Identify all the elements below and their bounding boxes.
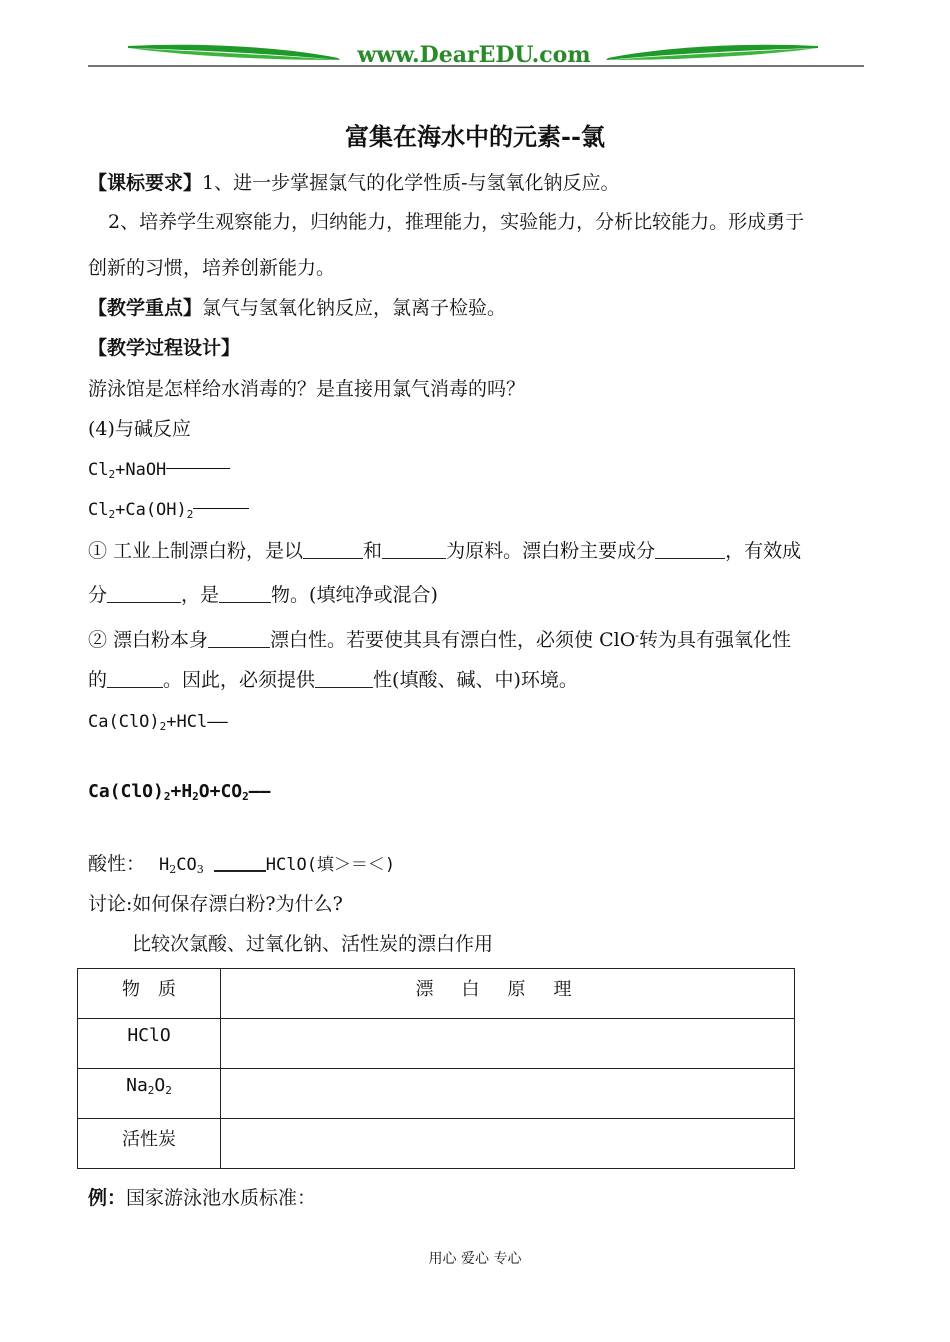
example-text: 国家游泳池水质标准： — [126, 1187, 317, 1209]
p2e-text-b: 。因此，必须提供 — [163, 669, 316, 691]
p2e-text-c: 性(填酸、碱、中)环境。 — [373, 669, 578, 691]
p1-text-b: 和 — [363, 540, 383, 562]
header-logo — [88, 38, 864, 70]
eq4-subscript-2: 2 — [192, 790, 199, 803]
fill-blank[interactable] — [219, 584, 271, 603]
table-header-row — [78, 969, 795, 1019]
table-cell-principle[interactable] — [221, 1019, 795, 1069]
fill-blank[interactable] — [208, 629, 270, 648]
eq4-part-c: O+CO — [198, 781, 243, 802]
bleach-paragraph-1-cont — [88, 583, 438, 607]
p2-superscript: - — [635, 629, 639, 642]
equation-caclo2-hcl — [88, 710, 228, 739]
p1-text-a: ① 工业上制漂白粉，是以 — [88, 540, 304, 562]
focus-text: 氯气与氢氧化钠反应，氯离子检验。 — [202, 297, 507, 319]
equation-caclo2-h2o-co2 — [88, 780, 270, 809]
bleach-paragraph-1 — [88, 539, 801, 563]
acid-subscript: 2 — [169, 863, 177, 876]
eq4-part-b: +H — [170, 781, 193, 802]
page-title: 富集在海水中的元素--氯 — [345, 122, 605, 151]
p2e-text-a: 的 — [88, 669, 108, 691]
eq4-part-d: —— — [248, 781, 271, 802]
standard-label: 【课标要求】 — [88, 172, 203, 194]
fill-blank[interactable] — [107, 584, 181, 603]
p1e-text-c: 物。(填纯净或混合) — [271, 584, 438, 606]
fill-blank[interactable] — [214, 852, 266, 872]
standard-item-2a: 2、培养学生观察能力，归纳能力，推理能力，实验能力，分析比较能力。形成勇于 — [108, 211, 805, 233]
fill-blank[interactable] — [655, 540, 725, 559]
discussion-question: 讨论:如何保存漂白粉?为什么? — [88, 893, 343, 915]
standard-item-1: 1、进一步掌握氯气的化学性质-与氢氧化钠反应。 — [202, 172, 620, 194]
process-label: 【教学过程设计】 — [88, 337, 241, 359]
eq1-part-a: Cl — [88, 460, 109, 480]
eq2-blank-line — [193, 508, 249, 509]
eq4-part-a: Ca(ClO) — [88, 781, 164, 802]
eq3-subscript: 2 — [159, 720, 167, 733]
p2-text-a: ② 漂白粉本身 — [88, 629, 209, 651]
eq2-part-b: +Ca(OH) — [115, 500, 187, 520]
focus-label: 【教学重点】 — [88, 297, 203, 319]
logo-text: www.DearEDU.com — [357, 42, 591, 68]
equation-cl2-caoh2 — [88, 498, 249, 527]
eq3-part-a: Ca(ClO) — [88, 712, 160, 732]
na2o2-part-b: O — [154, 1075, 166, 1096]
eq1-part-b: +NaOH — [115, 460, 167, 480]
eq2-subscript-2: 2 — [186, 508, 194, 521]
standard-line-1 — [88, 171, 620, 195]
p1-text-c: 为原料。漂白粉主要成分 — [446, 540, 656, 562]
acid-part-d: HClO(填＞＝＜) — [265, 855, 396, 875]
table-row — [78, 1069, 795, 1119]
page-footer: 用心 爱心 专心 — [428, 1251, 522, 1267]
example-line — [88, 1186, 316, 1210]
example-label: 例： — [88, 1187, 127, 1209]
table-row — [78, 1119, 795, 1169]
table-row — [78, 1019, 795, 1069]
bleach-paragraph-2-cont — [88, 668, 578, 692]
table-cell-principle[interactable] — [221, 1069, 795, 1119]
p1e-text-a: 分 — [88, 584, 108, 606]
focus-line — [88, 296, 506, 320]
eq1-blank-line — [166, 468, 230, 469]
eq2-part-a: Cl — [88, 500, 109, 520]
p1e-text-b: ，是 — [181, 584, 220, 606]
eq1-subscript: 2 — [108, 468, 116, 481]
acid-label: 酸性： — [88, 853, 146, 875]
eq4-subscript-3: 2 — [242, 790, 249, 803]
fill-blank[interactable] — [107, 669, 163, 688]
na2o2-subscript: 2 — [147, 1084, 155, 1097]
p2-text-b: 漂白性。若要使其具有漂白性，必须使 ClO — [270, 629, 636, 651]
table-cell-substance — [78, 1069, 221, 1119]
eq4-subscript: 2 — [163, 790, 171, 803]
acid-part-b: H — [159, 855, 170, 875]
bleach-paragraph-2 — [88, 624, 791, 652]
p2-text-c: 转为具有强氧化性 — [639, 629, 792, 651]
table-cell-principle[interactable] — [221, 1119, 795, 1169]
table-header-principle: 漂白原理 — [221, 969, 795, 1019]
question-text: 游泳馆是怎样给水消毒的？是直接用氯气消毒的吗？ — [88, 378, 526, 400]
na2o2-subscript-2: 2 — [165, 1084, 172, 1097]
fill-blank[interactable] — [382, 540, 446, 559]
item-4-heading: (4)与碱反应 — [88, 418, 191, 440]
standard-item-2b: 创新的习惯，培养创新能力。 — [88, 257, 336, 279]
equation-cl2-naoh — [88, 458, 230, 487]
table-cell-substance: HClO — [78, 1019, 221, 1069]
comparison-heading: 比较次氯酸、过氧化钠、活性炭的漂白作用 — [132, 933, 494, 955]
table-header-substance: 物 质 — [78, 969, 221, 1019]
acidity-comparison — [88, 852, 395, 882]
fill-blank[interactable] — [303, 540, 363, 559]
acid-subscript-2: 3 — [196, 863, 204, 876]
p1-text-d: ，有效成 — [725, 540, 802, 562]
eq2-subscript: 2 — [108, 508, 116, 521]
fill-blank[interactable] — [315, 669, 373, 688]
na2o2-part-a: Na — [126, 1075, 148, 1096]
eq3-part-b: +HCl—— — [166, 712, 228, 732]
bleaching-comparison-table — [77, 968, 795, 1169]
acid-part-c: CO — [176, 855, 197, 875]
table-cell-substance: 活性炭 — [78, 1119, 221, 1169]
